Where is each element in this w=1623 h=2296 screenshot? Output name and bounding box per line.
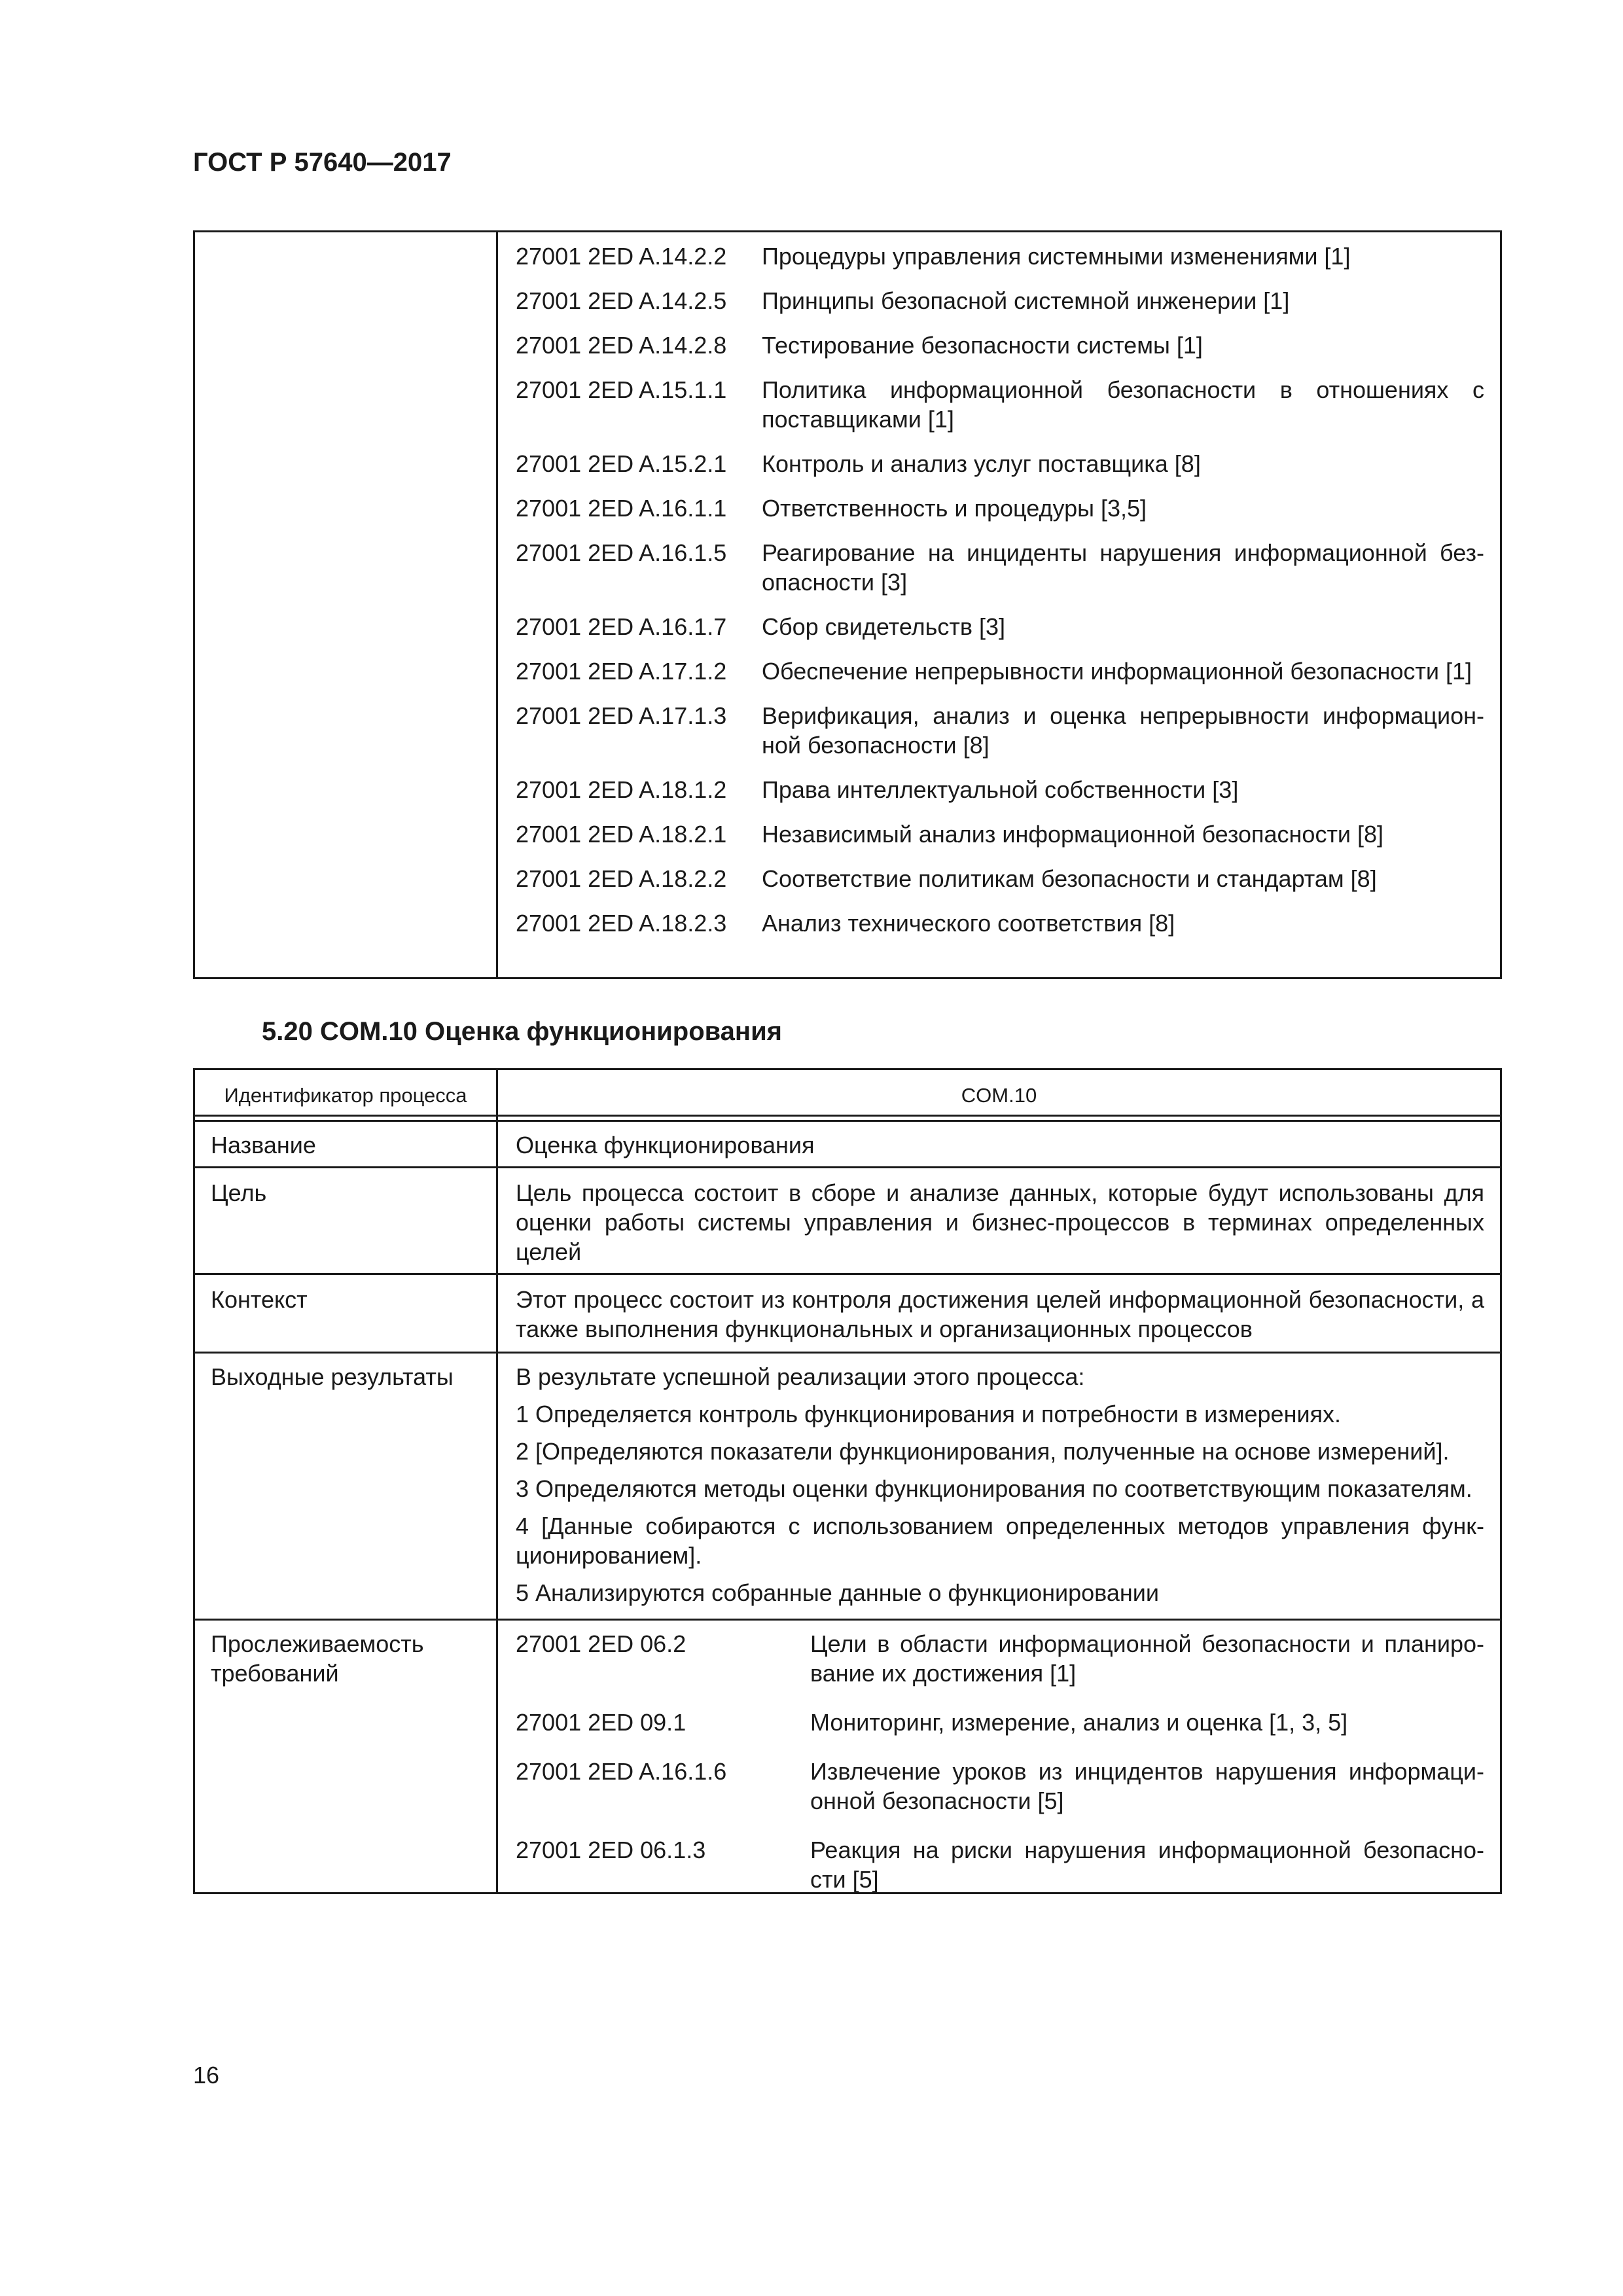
row-divider [195, 1115, 1500, 1117]
outputs-list [516, 1362, 1484, 1615]
reference-description: Мониторинг, измерение, анализ и оценка [1, 3, 5] [810, 1709, 1348, 1736]
reference-rows [516, 242, 1484, 953]
reference-description: Реагирование на инциденты нарушения информационной без-опасности [3] [762, 539, 1484, 596]
reference-row [516, 819, 1484, 849]
reference-row [516, 864, 1484, 893]
reference-code: 27001 2ED 06.2 [516, 1630, 687, 1657]
traceability-row [516, 1708, 1484, 1737]
reference-description: Права интеллектуальной собственности [3] [762, 776, 1239, 803]
reference-code: 27001 2ED A.15.1.1 [516, 376, 727, 403]
reference-description: Соответствие политикам безопасности и стандартам [8] [762, 865, 1377, 892]
reference-row [516, 538, 1484, 597]
traceability-row [516, 1629, 1484, 1688]
column-divider [496, 232, 498, 977]
output-item: 5 Анализируются собранные данные о функционировании [516, 1579, 1160, 1606]
reference-code: 27001 2ED A.14.2.5 [516, 287, 727, 314]
reference-code: 27001 2ED 06.1.3 [516, 1837, 706, 1863]
reference-row [516, 242, 1484, 271]
process-table [193, 1068, 1502, 1894]
reference-description: Принципы безопасной системной инженерии [1] [762, 287, 1290, 314]
reference-code: 27001 2ED A.15.2.1 [516, 450, 727, 477]
page-number: 16 [193, 2062, 220, 2089]
reference-row [516, 908, 1484, 938]
reference-description: Тестирование безопасности системы [1] [762, 332, 1203, 359]
outputs-label: Выходные результаты [211, 1363, 454, 1390]
column-divider [496, 1070, 498, 1892]
goal-label: Цель [211, 1179, 267, 1206]
row-divider [195, 1273, 1500, 1275]
reference-code: 27001 2ED A.14.2.2 [516, 243, 727, 270]
reference-code: 27001 2ED A.18.2.1 [516, 821, 727, 848]
output-item: 1 Определяется контроль функционирования и потребности в измерениях. [516, 1401, 1342, 1427]
reference-row [516, 375, 1484, 434]
document-code-header: ГОСТ Р 57640—2017 [193, 148, 452, 177]
output-item: 4 [Данные собираются с использованием определенных методов управления функ-ционированием]. [516, 1513, 1484, 1569]
header-process-id-value: COM.10 [961, 1084, 1037, 1107]
row-divider [195, 1352, 1500, 1354]
reference-row [516, 701, 1484, 760]
reference-description: Верификация, анализ и оценка непрерывности информацион-ной безопасности [8] [762, 702, 1484, 759]
reference-description: Анализ технического соответствия [8] [762, 910, 1175, 937]
reference-description: Реакция на риски нарушения информационной безопасно-сти [5] [810, 1837, 1484, 1893]
reference-description: Извлечение уроков из инцидентов нарушения информаци-онной безопасности [5] [810, 1758, 1484, 1814]
reference-code: 27001 2ED A.16.1.7 [516, 613, 727, 640]
reference-description: Обеспечение непрерывности информационной безопасности [1] [762, 658, 1472, 685]
reference-code: 27001 2ED A.17.1.2 [516, 658, 727, 685]
reference-row [516, 775, 1484, 804]
traceability-list [516, 1629, 1484, 1914]
reference-code: 27001 2ED 09.1 [516, 1709, 687, 1736]
output-item: 2 [Определяются показатели функционирования, полученные на основе измерений]. [516, 1438, 1450, 1465]
reference-row [516, 493, 1484, 523]
reference-description: Политика информационной безопасности в отношениях с поставщиками [1] [762, 376, 1484, 433]
reference-code: 27001 2ED A.16.1.6 [516, 1758, 727, 1785]
output-item: 3 Определяются методы оценки функционирования по соответствующим показателям. [516, 1475, 1472, 1502]
traceability-row [516, 1835, 1484, 1894]
header-process-id-label: Идентификатор процесса [224, 1084, 467, 1107]
traceability-table-continued [193, 230, 1502, 979]
reference-description: Цели в области информационной безопасности и планиро-вание их достижения [1] [810, 1630, 1484, 1687]
row-divider [195, 1120, 1500, 1122]
context-label: Контекст [211, 1286, 308, 1313]
name-value: Оценка функционирования [516, 1132, 815, 1158]
outputs-intro: В результате успешной реализации этого процесса: [516, 1363, 1085, 1390]
reference-description: Ответственность и процедуры [3,5] [762, 495, 1147, 522]
reference-description: Сбор свидетельств [3] [762, 613, 1006, 640]
reference-description: Процедуры управления системными изменениями [1] [762, 243, 1351, 270]
section-title: 5.20 COM.10 Оценка функционирования [262, 1017, 783, 1046]
reference-row [516, 449, 1484, 478]
traceability-label: Прослеживаемость требований [211, 1630, 424, 1687]
row-divider [195, 1619, 1500, 1621]
goal-value: Цель процесса состоит в сборе и анализе данных, которые будут использованы для оценки работы системы управления и бизнес-процессов в терминах определенных целей [516, 1179, 1484, 1265]
reference-code: 27001 2ED A.16.1.1 [516, 495, 727, 522]
reference-code: 27001 2ED A.18.2.2 [516, 865, 727, 892]
reference-code: 27001 2ED A.17.1.3 [516, 702, 727, 729]
name-label: Название [211, 1132, 316, 1158]
reference-code: 27001 2ED A.18.1.2 [516, 776, 727, 803]
reference-description: Независимый анализ информационной безопасности [8] [762, 821, 1384, 848]
reference-description: Контроль и анализ услуг поставщика [8] [762, 450, 1201, 477]
reference-code: 27001 2ED A.16.1.5 [516, 539, 727, 566]
reference-code: 27001 2ED A.14.2.8 [516, 332, 727, 359]
traceability-row [516, 1757, 1484, 1816]
reference-row [516, 656, 1484, 686]
reference-row [516, 612, 1484, 641]
context-value: Этот процесс состоит из контроля достижения целей информационной безопасности, а также выполнения функциональных и организационных процессов [516, 1286, 1484, 1342]
reference-code: 27001 2ED A.18.2.3 [516, 910, 727, 937]
reference-row [516, 286, 1484, 315]
reference-row [516, 331, 1484, 360]
row-divider [195, 1166, 1500, 1168]
